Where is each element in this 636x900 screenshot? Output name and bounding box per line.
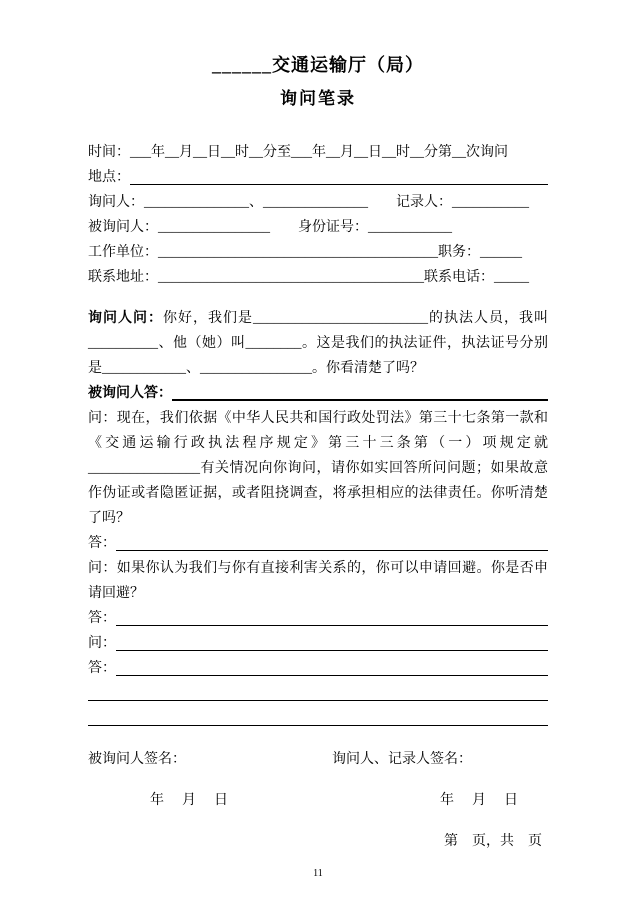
- date-row: [88, 788, 548, 813]
- fill-in-line: [88, 681, 548, 706]
- spacer: [88, 290, 548, 306]
- interviewee-signature-label: 被询问人签名：: [88, 752, 186, 767]
- fill-label: 地点：: [88, 170, 130, 185]
- date-left-label: 年 月 日: [150, 793, 230, 808]
- spacer: [88, 731, 548, 747]
- blank-underline: [116, 531, 548, 551]
- date-right-label: 年 月 日: [440, 793, 520, 808]
- signature-row: [88, 747, 548, 772]
- form-line: 联系地址：______________________________________联系电话：_____: [88, 270, 529, 285]
- blank-underline: [130, 165, 548, 185]
- paragraph: 问：如果你认为我们与你有直接利害关系的，你可以申请回避。你是否申请回避？: [88, 561, 548, 601]
- blank-underline: [88, 706, 548, 726]
- blank-underline: [116, 606, 548, 626]
- fill-in-line: [88, 706, 548, 731]
- paragraph-lead: 询问人问：: [88, 311, 163, 326]
- fill-in-line: [88, 656, 548, 681]
- blank-underline: [88, 681, 548, 701]
- form-line: 时间：___年__月__日__时__分至___年__月__日__时__分第__次询问: [88, 145, 508, 160]
- fill-in-line: [88, 606, 548, 631]
- inquirer-signature-label: 询问人、记录人签名：: [332, 752, 472, 767]
- spacer: [88, 772, 548, 788]
- blank-underline: [116, 631, 548, 651]
- paragraph: 问：现在，我们依据《中华人民共和国行政处罚法》第三十七条第一款和《交通运输行政执法程序规定》第三十三条第（一）项规定就________________有关情况向你询问，请你如实回答所问问题；如果故意作伪证或者隐匿证据，或者阻挠调查，将承担相应的法律责任。你听清楚了吗？: [88, 411, 548, 526]
- document-subtitle: 询问笔录: [280, 89, 356, 108]
- fill-label: 答：: [88, 661, 116, 676]
- fill-in-line: [88, 631, 548, 656]
- fill-in-line: [88, 381, 548, 406]
- paragraph: 询问人问：你好，我们是_________________________的执法人员，我叫__________、他（她）叫________。这是我们的执法证件，执法证号分别是____________、________________。你看清楚了吗？: [88, 311, 548, 376]
- spacer: [88, 813, 548, 829]
- fill-label: 问：: [88, 636, 116, 651]
- document-body: [88, 140, 548, 854]
- page-number: 11: [313, 868, 323, 879]
- form-line: 被询问人：________________ 身份证号：____________: [88, 220, 452, 235]
- page-count-label: 第 页，共 页: [444, 834, 542, 849]
- blank-underline: [172, 381, 548, 401]
- fill-label: 答：: [88, 611, 116, 626]
- fill-in-line: [88, 531, 548, 556]
- document-title: ______交通运输厅（局）: [212, 55, 424, 75]
- form-line: 询问人：_______________、_______________ 记录人：___________: [88, 195, 529, 210]
- fill-in-line: [88, 165, 548, 190]
- fill-label: 被询问人答：: [88, 386, 172, 401]
- form-line: 工作单位：________________________________________职务：______: [88, 245, 522, 260]
- blank-underline: [116, 656, 548, 676]
- fill-label: 答：: [88, 536, 116, 551]
